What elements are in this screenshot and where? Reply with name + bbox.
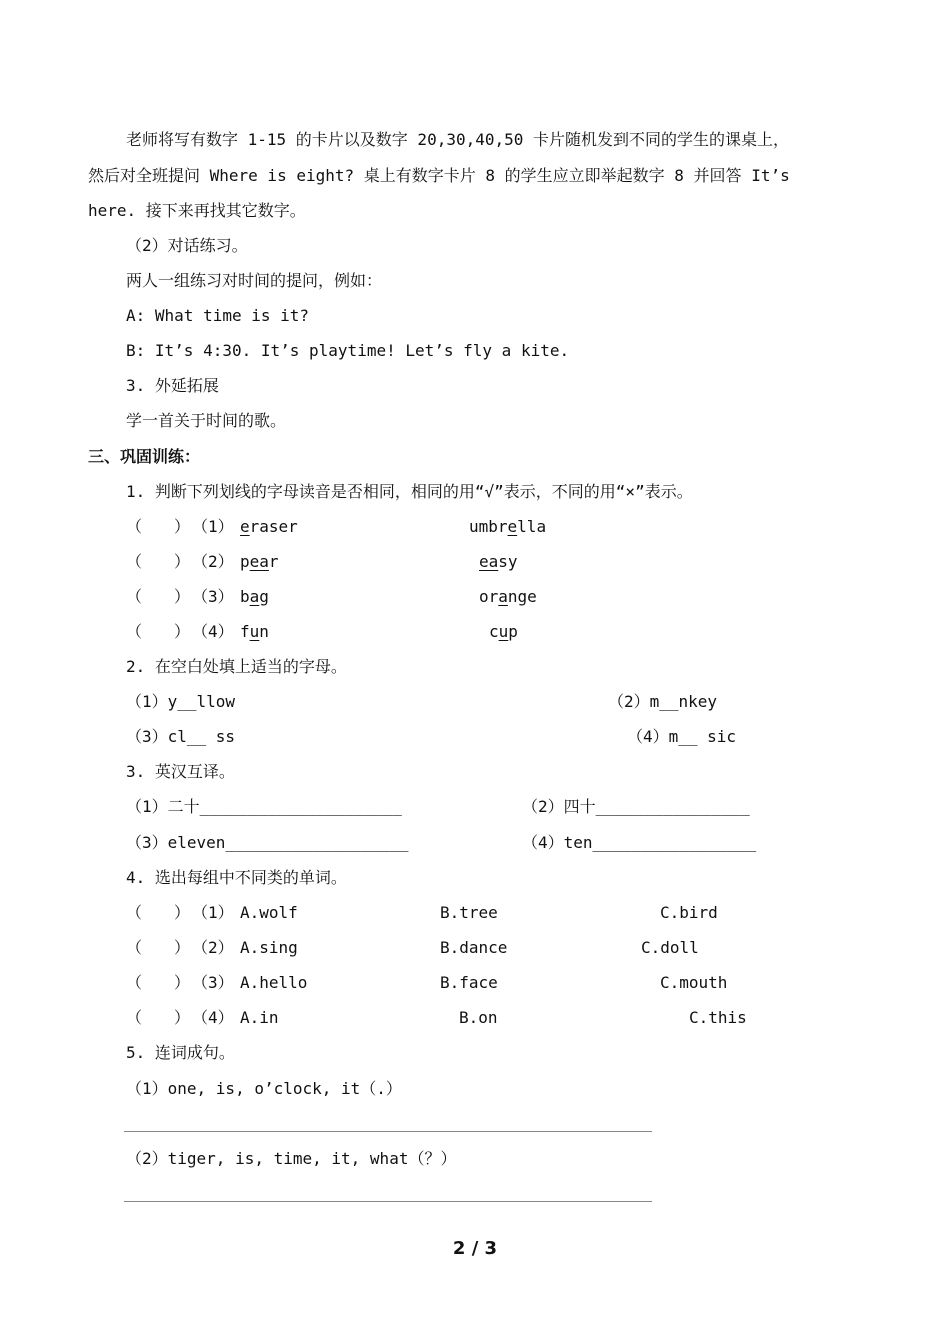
q4-option-a: A.sing [240,938,298,957]
q4-item-number: （4） [192,1008,234,1027]
intro-line-2: 然后对全班提问 Where is eight? 桌上有数字卡片 8 的学生应立即举起数字 8 并回答 It’s [88,166,790,185]
intro-line-1: 老师将写有数字 1-15 的卡片以及数字 20,30,40,50 卡片随机发到不同的学生的课桌上， [126,130,790,149]
q1-answer-paren: （ ） [126,587,191,606]
section-title: 三、巩固训练： [88,447,201,466]
q1-word-2: cup [489,622,518,641]
q1-word-2: umbrella [469,517,547,536]
q4-option-c: C.doll [641,938,699,957]
q4-option-a: A.wolf [240,903,298,922]
q4-item-number: （1） [192,903,234,922]
q4-item-number: （2） [192,938,234,957]
q4-item-number: （3） [192,973,234,992]
q3-item: （4）ten_________________ [522,833,757,852]
q4-option-b: B.tree [440,903,498,922]
q1-answer-paren: （ ） [126,552,191,571]
q1-word-1: eraser [240,517,298,536]
q4-option-c: C.this [689,1008,747,1027]
q4-answer-paren: （ ） [126,938,191,957]
q1-word-2: easy [479,552,518,571]
q5-item: （1）one, is, o’clock, it（.） [126,1079,402,1098]
q2-title: 2. 在空白处填上适当的字母。 [126,657,347,676]
q4-option-b: B.on [459,1008,498,1027]
q1-word-1: bag [240,587,269,606]
q1-item-number: （1） [192,517,234,536]
q3-item: （3）eleven___________________ [126,833,409,852]
q4-option-b: B.dance [440,938,508,957]
answer-line[interactable] [124,1201,652,1202]
extension-description: 学一首关于时间的歌。 [126,411,287,430]
q2-item: （2）m__nkey [608,692,718,711]
q4-answer-paren: （ ） [126,973,191,992]
extension-heading: 3. 外延拓展 [126,376,219,395]
q3-item: （1）二十_____________________ [126,797,402,816]
q4-option-a: A.hello [240,973,308,992]
q4-title: 4. 选出每组中不同类的单词。 [126,868,347,887]
q1-answer-paren: （ ） [126,517,191,536]
dialog-heading: （2）对话练习。 [126,236,248,255]
q4-option-c: C.mouth [660,973,728,992]
q4-option-b: B.face [440,973,498,992]
q1-title: 1. 判断下列划线的字母读音是否相同，相同的用“√”表示，不同的用“×”表示。 [126,482,693,501]
dialog-description: 两人一组练习对时间的提问，例如： [126,271,383,290]
q1-word-1: fun [240,622,269,641]
q5-item: （2）tiger, is, time, it, what（？） [126,1149,457,1168]
q2-item: （4）m__ sic [627,727,737,746]
q4-option-a: A.in [240,1008,279,1027]
page-number: 2 / 3 [452,1238,498,1259]
q3-item: （2）四十________________ [522,797,750,816]
q1-word-1: pear [240,552,279,571]
q4-answer-paren: （ ） [126,1008,191,1027]
q5-title: 5. 连词成句。 [126,1043,235,1062]
intro-line-3: here. 接下来再找其它数字。 [88,201,306,220]
q3-title: 3. 英汉互译。 [126,762,235,781]
q4-option-c: C.bird [660,903,718,922]
q2-item: （1）y__llow [126,692,236,711]
q4-answer-paren: （ ） [126,903,191,922]
q1-answer-paren: （ ） [126,622,191,641]
q2-item: （3）cl__ ss [126,727,236,746]
q1-item-number: （4） [192,622,234,641]
dialog-line-a: A: What time is it? [126,306,310,325]
q1-item-number: （3） [192,587,234,606]
q1-item-number: （2） [192,552,234,571]
dialog-line-b: B: It’s 4:30. It’s playtime! Let’s fly a kite. [126,341,570,360]
answer-line[interactable] [124,1131,652,1132]
q1-word-2: orange [479,587,537,606]
